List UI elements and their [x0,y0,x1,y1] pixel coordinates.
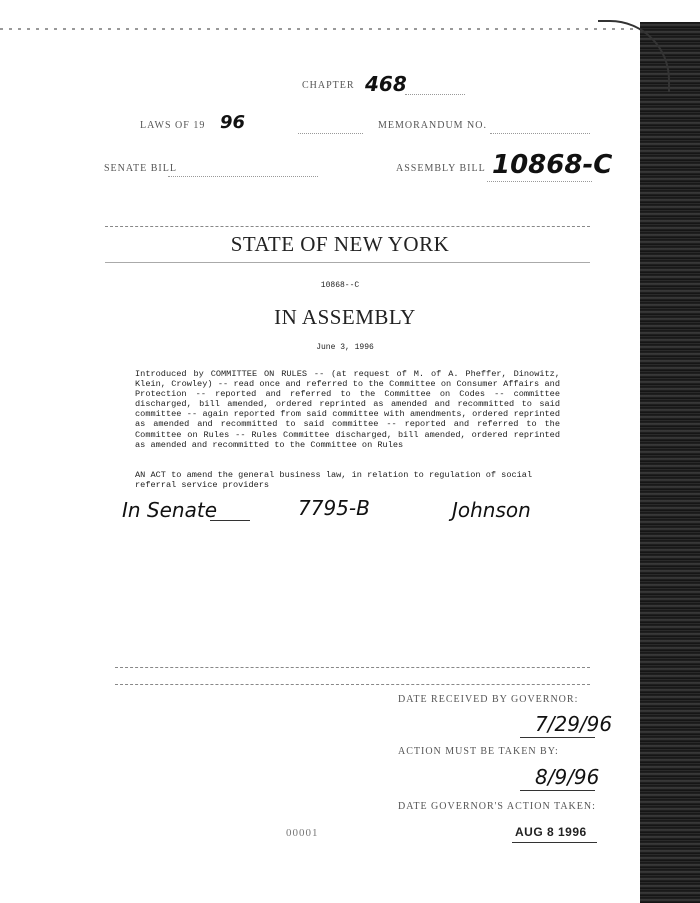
chamber-title: IN ASSEMBLY [274,305,416,329]
received-line [520,737,595,738]
action-line [520,790,595,791]
action-date: 8/9/96 [535,765,600,789]
chapter-number: 468 [365,72,407,96]
scan-edge-right [640,22,700,903]
laws-line [298,133,363,134]
act-text: to amend the general business law, in relation to regulation of social referral service providers [135,470,533,490]
act-clause [135,470,560,490]
taken-label: DATE GOVERNOR'S ACTION TAKEN: [398,801,596,812]
chapter-line [405,94,465,95]
title-rule [105,262,590,263]
memorandum-label: MEMORANDUM NO. [378,120,488,131]
chapter-label: CHAPTER [302,80,355,91]
page-number: 00001 [286,827,319,839]
bill-code: 10868--C [320,281,360,290]
laws-label: LAWS OF 19 [140,120,206,131]
action-label: ACTION MUST BE TAKEN BY: [398,746,559,757]
scan-noise-top [0,28,650,30]
memorandum-line [490,133,590,134]
assembly-bill-number: 10868-C [492,150,613,180]
assembly-bill-line [487,181,592,182]
assembly-bill-label: ASSEMBLY BILL [396,163,486,174]
header-divider [105,226,590,227]
received-date: 7/29/96 [535,712,613,736]
footer-divider-1 [115,667,590,668]
taken-line [512,842,597,843]
taken-date-stamp: AUG 8 1996 [515,825,587,839]
in-senate-underline [210,520,250,521]
handwritten-sponsor: Johnson [452,498,531,522]
senate-bill-line [168,176,318,177]
handwritten-senate-number: 7795-B [298,496,370,520]
handwritten-in-senate: In Senate [122,498,218,522]
received-label: DATE RECEIVED BY GOVERNOR: [398,694,579,705]
act-label: AN ACT [135,470,166,480]
introduction-text: Introduced by COMMITTEE ON RULES -- (at request of M. of A. Pheffer, Dinowitz, Klein, Crowley) -- read once and referred to the Committee on Consumer Affairs and Protection -- reported and referred to the Committee on Codes -- committee discharged, bill amended, ordered reprinted as amended and recommitted to said committee -- again reported from said committee with amendments, ordered reprinted as amended and recommitted to said committee -- reported and referred to the Committee on Rules -- Rules Committee discharged, bill amended, ordered reprinted as amended and recommitted to the Committee on Rules [135,369,560,450]
laws-year: 96 [220,112,246,133]
senate-bill-label: SENATE BILL [104,163,177,174]
introduction-date: June 3, 1996 [316,343,374,352]
state-title: STATE OF NEW YORK [230,232,450,256]
footer-divider-2 [115,684,590,685]
